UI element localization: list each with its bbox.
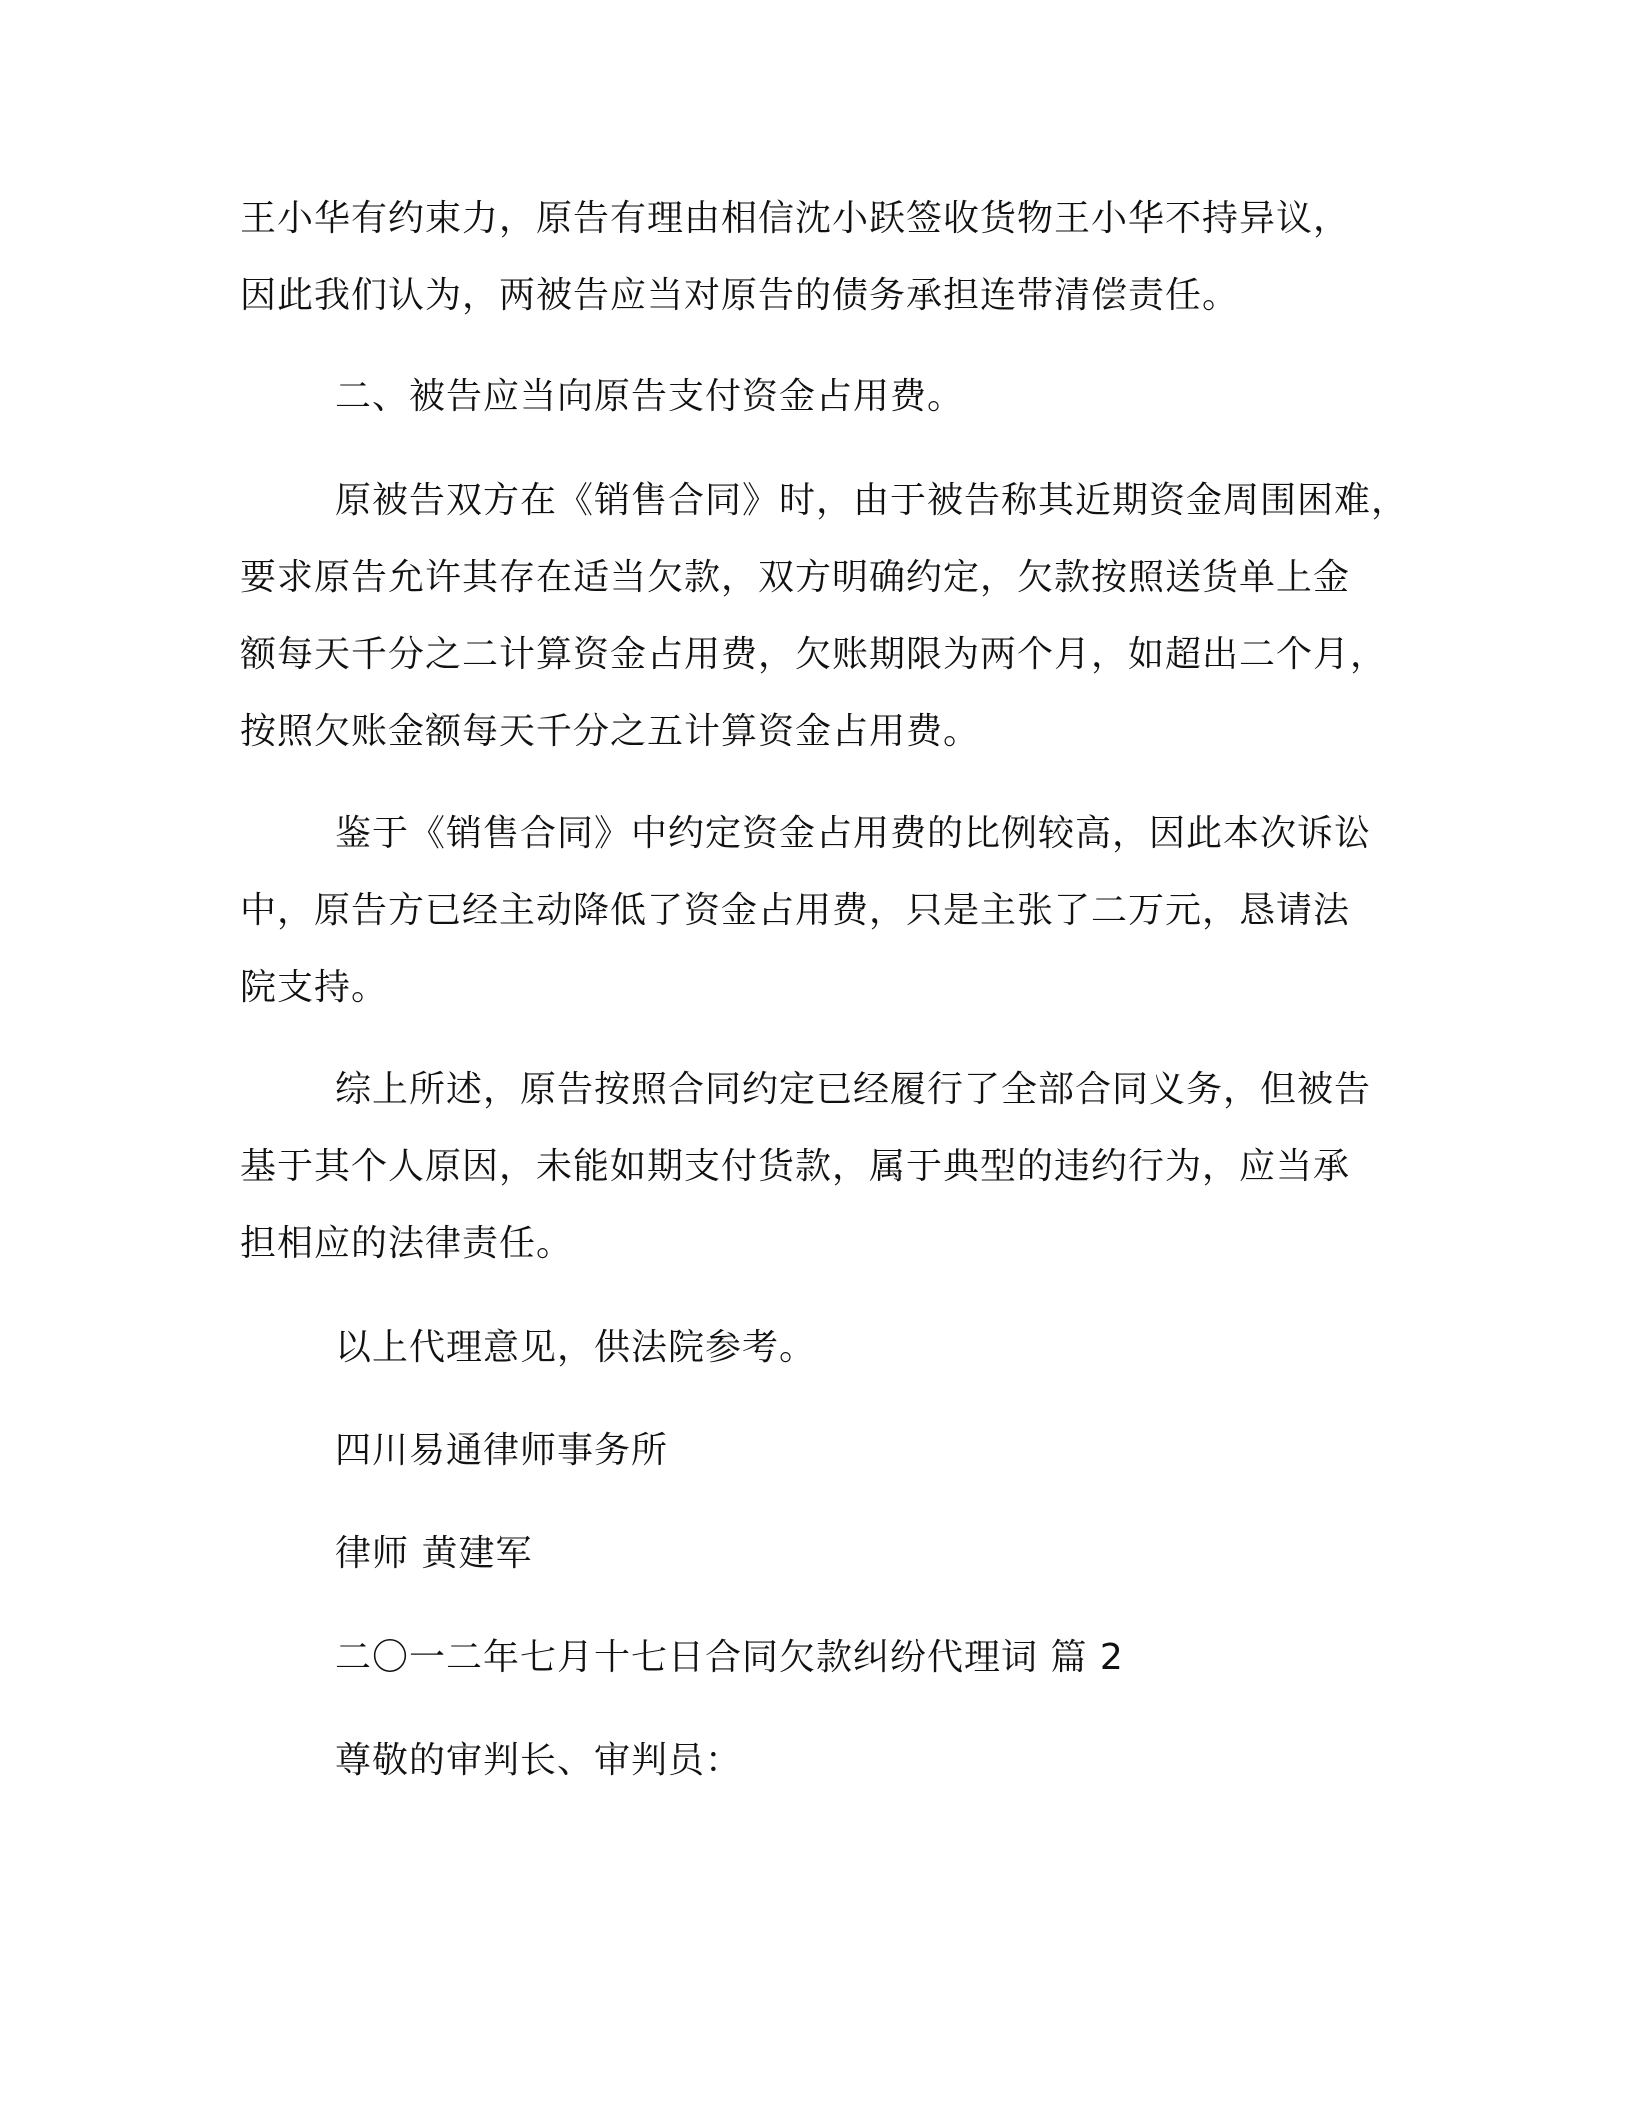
paragraph-line: 原被告双方在《销售合同》时，由于被告称其近期资金周围困难， (335, 480, 1409, 521)
section-heading: 二、被告应当向原告支付资金占用费。 (335, 376, 965, 417)
paragraph-line: 院支持。 (240, 967, 389, 1008)
paragraph-line: 要求原告允许其存在适当欠款，双方明确约定，欠款按照送货单上金 (240, 557, 1351, 598)
paragraph-line: 综上所述，原告按照合同约定已经履行了全部合同义务，但被告 (335, 1069, 1372, 1110)
paragraph-line: 以上代理意见，供法院参考。 (335, 1327, 817, 1368)
paragraph-line: 中，原告方已经主动降低了资金占用费，只是主张了二万元，恳请法 (240, 890, 1351, 931)
paragraph-line: 王小华有约束力，原告有理由相信沈小跃签收货物王小华不持异议， (240, 198, 1351, 239)
paragraph-line: 基于其个人原因，未能如期支付货款，属于典型的违约行为，应当承 (240, 1146, 1351, 1187)
paragraph-line: 按照欠账金额每天千分之五计算资金占用费。 (240, 711, 981, 752)
date-and-section-title: 二〇一二年七月十七日合同欠款纠纷代理词 篇 2 (335, 1637, 1124, 1678)
law-firm-name: 四川易通律师事务所 (335, 1430, 669, 1471)
paragraph-line: 额每天千分之二计算资金占用费，欠账期限为两个月，如超出二个月， (240, 634, 1388, 675)
paragraph-line: 鉴于《销售合同》中约定资金占用费的比例较高，因此本次诉讼 (335, 813, 1372, 854)
paragraph-line: 担相应的法律责任。 (240, 1223, 574, 1264)
salutation: 尊敬的审判长、审判员： (335, 1740, 743, 1781)
paragraph-line: 因此我们认为，两被告应当对原告的债务承担连带清偿责任。 (240, 275, 1240, 316)
lawyer-name: 律师 黄建军 (335, 1533, 533, 1574)
